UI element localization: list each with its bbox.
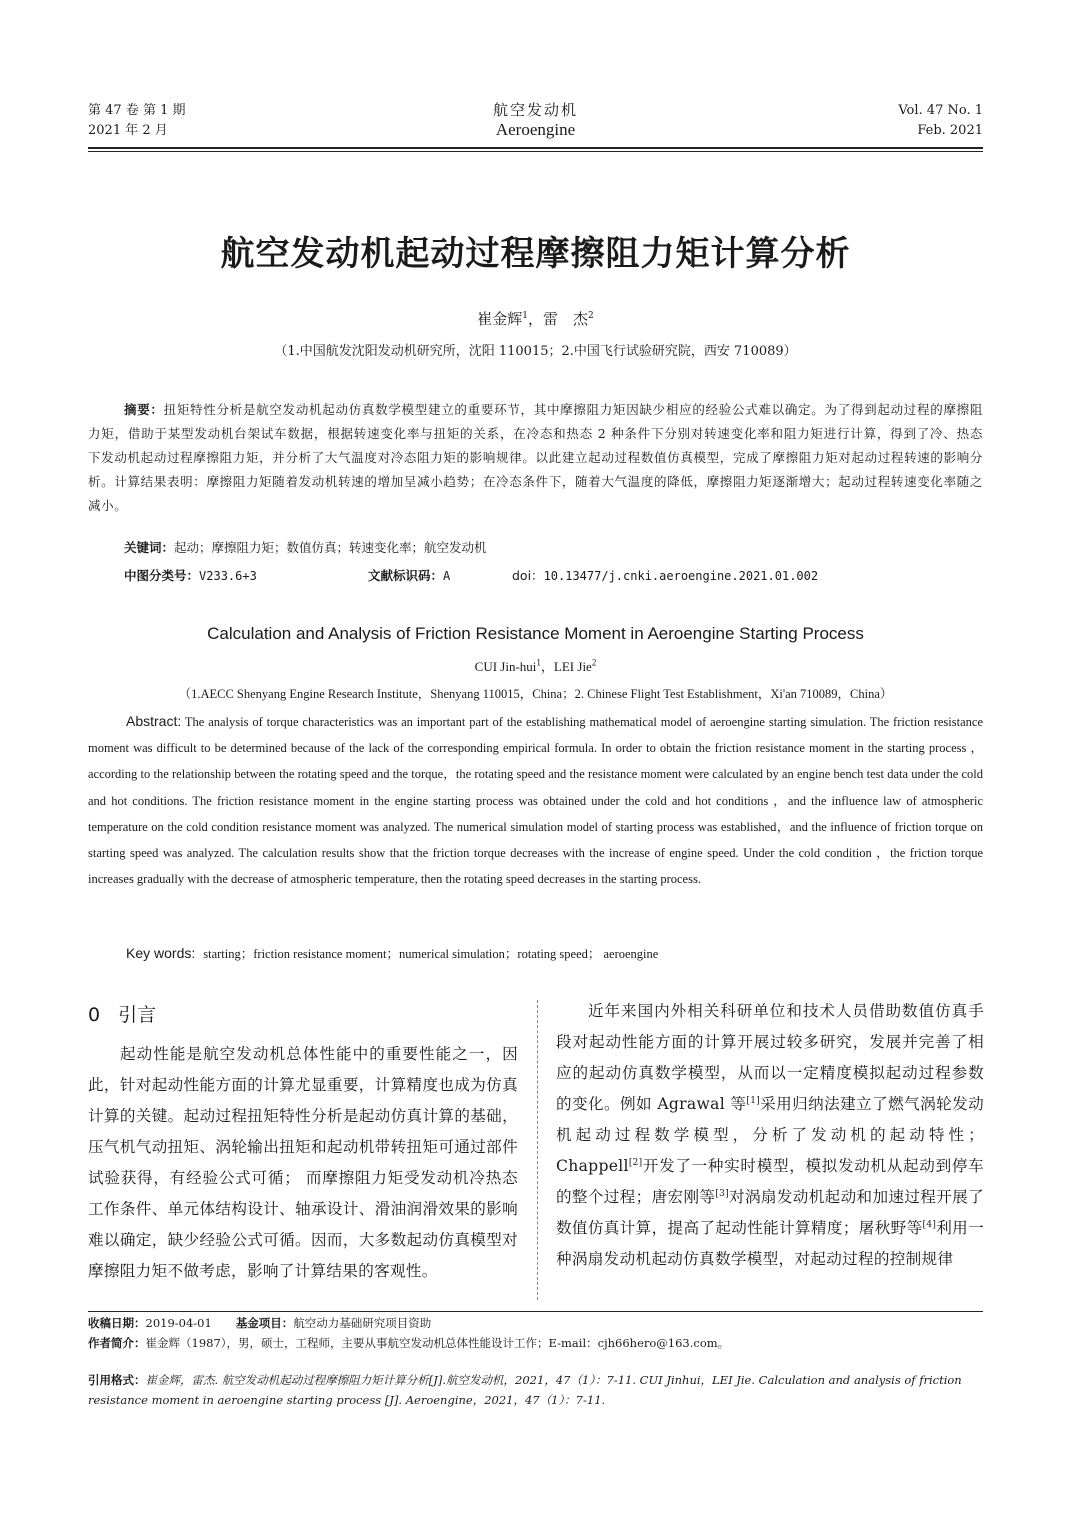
abstract-en-text: The analysis of torque characteristics was an important part of the establishing mathematical model of aeroengine starting simulation. The friction resistance moment was difficult to be determined because of the lack of the corresponding empirical formula. In order to obtain the friction resistance moment in the starting process ，according to the relationship between the rotating speed and the torque，the rotating speed and the resistance moment were calculated by an engine bench test data under the cold and hot conditions. The friction resistance moment in the engine starting process was obtained under the cold and hot conditions ，and the influence law of atmospheric temperature on the cold condition resistance moment was analyzed. The numerical simulation model of starting process was established，and the influence of friction torque on starting speed was analyzed. The calculation results show that the friction torque decreases with the increase of engine speed. Under the cold condition ，the friction torque increases gradually with the decrease of atmospheric temperature, then the rotating speed decreases in the starting process. — [88, 715, 983, 887]
body-right-p5: 利用一种涡扇发动机起动仿真数学模型，对起动过程的控制规律 — [556, 1219, 984, 1268]
abstract-en-label: Abstract: — [126, 713, 182, 729]
affiliation-en: （1.AECC Shenyang Engine Research Institute，Shenyang 110015，China；2. Chinese Flight Test Establishment，Xi'an 710089，China） — [178, 687, 893, 701]
author-bio-label: 作者简介： — [88, 1336, 146, 1350]
body-right-p2: 采用归纳法建立了燃气涡轮发动机起动过程数学模型，分析了发动机的起动特性；Chappell — [556, 1095, 985, 1175]
header-volume-en: Vol. 47 No. 1 — [898, 103, 983, 118]
journal-name-en: Aeroengine — [495, 120, 576, 139]
author-bio-value: 崔金辉（1987），男，硕士，工程师，主要从事航空发动机总体性能设计工作；E-mail：cjh66hero@163.com。 — [145, 1336, 730, 1350]
ref-2: [2] — [628, 1157, 643, 1168]
author-2-en: LEI Jie — [553, 659, 592, 674]
footnote-received-fund — [88, 1313, 431, 1333]
authors-en — [0, 656, 1071, 675]
keywords-en-label: Key words: — [126, 945, 196, 961]
ref-4: [4] — [922, 1219, 937, 1230]
clc-group — [124, 566, 368, 584]
header-date-en: Feb. 2021 — [917, 123, 983, 138]
received-label: 收稿日期： — [88, 1316, 146, 1330]
author-2-sup: 2 — [588, 311, 594, 321]
citation-text: 崔金辉，雷杰. 航空发动机起动过程摩擦阻力矩计算分析[J].航空发动机，2021，47（1）：7-11. CUI Jinhui，LEI Jie. Calculation and analysis of friction resistance moment in aeroengine starting process [J]. Aeroengine，2021，47（1）：7-11. — [88, 1373, 962, 1407]
classification-row — [124, 566, 984, 584]
fund-value: 航空动力基础研究项目资助 — [293, 1316, 432, 1330]
journal-name-cn: 航空发动机 — [492, 101, 578, 119]
body-right-p4: 对涡扇发动机起动和加速过程开展了数值仿真计算，提高了起动性能计算精度；屠秋野等 — [556, 1188, 984, 1237]
section-number: 0 — [88, 1004, 101, 1026]
doi-group — [512, 566, 818, 584]
abstract-cn-label: 摘要： — [124, 402, 164, 417]
keywords-en — [126, 944, 658, 962]
abstract-en — [88, 708, 983, 892]
author-1: 崔金辉 — [477, 310, 523, 328]
keywords-en-text: starting；friction resistance moment；numerical simulation；rotating speed； aeroengine — [203, 947, 659, 961]
doi-value: 10.13477/j.cnki.aeroengine.2021.01.002 — [543, 569, 819, 583]
header-issue-en — [898, 101, 983, 141]
author-1-en-sup: 1 — [536, 657, 541, 668]
author-1-sup: 1 — [522, 311, 528, 321]
author-2-en-sup: 2 — [591, 657, 597, 668]
doc-code-label: 文献标识码： — [368, 568, 444, 583]
author-2: 雷 杰 — [543, 310, 589, 328]
column-divider — [537, 1000, 538, 1300]
header-rule-thin — [88, 151, 983, 152]
authors-cn — [0, 308, 1071, 329]
doc-code-group — [368, 566, 512, 584]
section-title: 引言 — [118, 1004, 157, 1026]
doc-code-value: A — [443, 569, 451, 583]
body-right-p3: 开发了一种实时模型，模拟发动机从起动到停车的整个过程；唐宏刚等 — [556, 1157, 984, 1206]
abstract-cn-text: 扭矩特性分析是航空发动机起动仿真数学模型建立的重要环节，其中摩擦阻力矩因缺少相应的经验公式难以确定。为了得到起动过程的摩擦阻力矩，借助于某型发动机台架试车数据，根据转速变化率与扭矩的关系，在冷态和热态 2 种条件下分别对转速变化率和阻力矩进行计算，得到了冷、热态下发动机起动过程摩擦阻力矩，并分析了大气温度对冷态阻力矩的影响规律。以此建立起动过程数值仿真模型，完成了摩擦阻力矩对起动过程转速的影响分析。计算结果表明：摩擦阻力矩随着发动机转速的增加呈减小趋势；在冷态条件下，随着大气温度的降低，摩擦阻力矩逐渐增大；起动过程转速变化率随之减小。 — [88, 402, 983, 513]
ref-1: [1] — [746, 1095, 761, 1106]
footnote-rule — [88, 1311, 983, 1312]
doi-label: doi： — [512, 568, 544, 583]
citation-label: 引用格式： — [88, 1373, 146, 1387]
author-sep-en: ， — [540, 659, 554, 674]
author-1-en: CUI Jin-hui — [474, 659, 537, 674]
keywords-cn — [124, 538, 487, 556]
keywords-cn-text: 起动；摩擦阻力矩；数值仿真；转速变化率；航空发动机 — [174, 540, 487, 555]
body-column-left: 起动性能是航空发动机总体性能中的重要性能之一，因此，针对起动性能方面的计算尤显重要，计算精度也成为仿真计算的关键。起动过程扭矩特性分析是起动仿真计算的基础，压气机气动扭矩、涡轮输出扭矩和起动机带转扭矩可通过部件试验获得，有经验公式可循； 而摩擦阻力矩受发动机冷热态工作条件、单元体结构设计、轴承设计、滑油润滑效果的影响难以确定，缺少经验公式可循。因而，大多数起动仿真模型对摩擦阻力矩不做考虑，影响了计算结果的客观性。 — [88, 1045, 518, 1280]
clc-label: 中图分类号： — [124, 568, 200, 583]
header-rule — [88, 147, 983, 149]
fund-label: 基金项目： — [235, 1316, 294, 1330]
body-column-right — [556, 996, 984, 1275]
header-volume: 第 47 卷 第 1 期 — [88, 103, 186, 118]
affiliation-cn: （1.中国航发沈阳发动机研究所，沈阳 110015；2.中国飞行试验研究院，西安 710089） — [274, 344, 797, 359]
citation-format — [88, 1370, 983, 1410]
clc-value: V233.6+3 — [199, 569, 257, 583]
body-right-p1: 近年来国内外相关科研单位和技术人员借助数值仿真手段对起动性能方面的计算开展过较多研究，发展并完善了相应的起动仿真数学模型，从而以一定精度模拟起动过程参数的变化。例如 Agrawal 等 — [556, 1002, 984, 1113]
received-value: 2019-04-01 — [145, 1316, 212, 1330]
header-date: 2021 年 2 月 — [88, 123, 168, 138]
section-heading — [88, 1000, 156, 1027]
keywords-cn-label: 关键词： — [124, 540, 175, 555]
abstract-cn — [88, 398, 983, 518]
paper-title-cn: 航空发动机起动过程摩擦阻力矩计算分析 — [220, 234, 851, 274]
paper-title-en: Calculation and Analysis of Friction Resistance Moment in Aeroengine Starting Process — [207, 624, 864, 643]
author-sep: ， — [527, 310, 543, 328]
footnote-author — [88, 1333, 729, 1353]
ref-3: [3] — [715, 1188, 730, 1199]
